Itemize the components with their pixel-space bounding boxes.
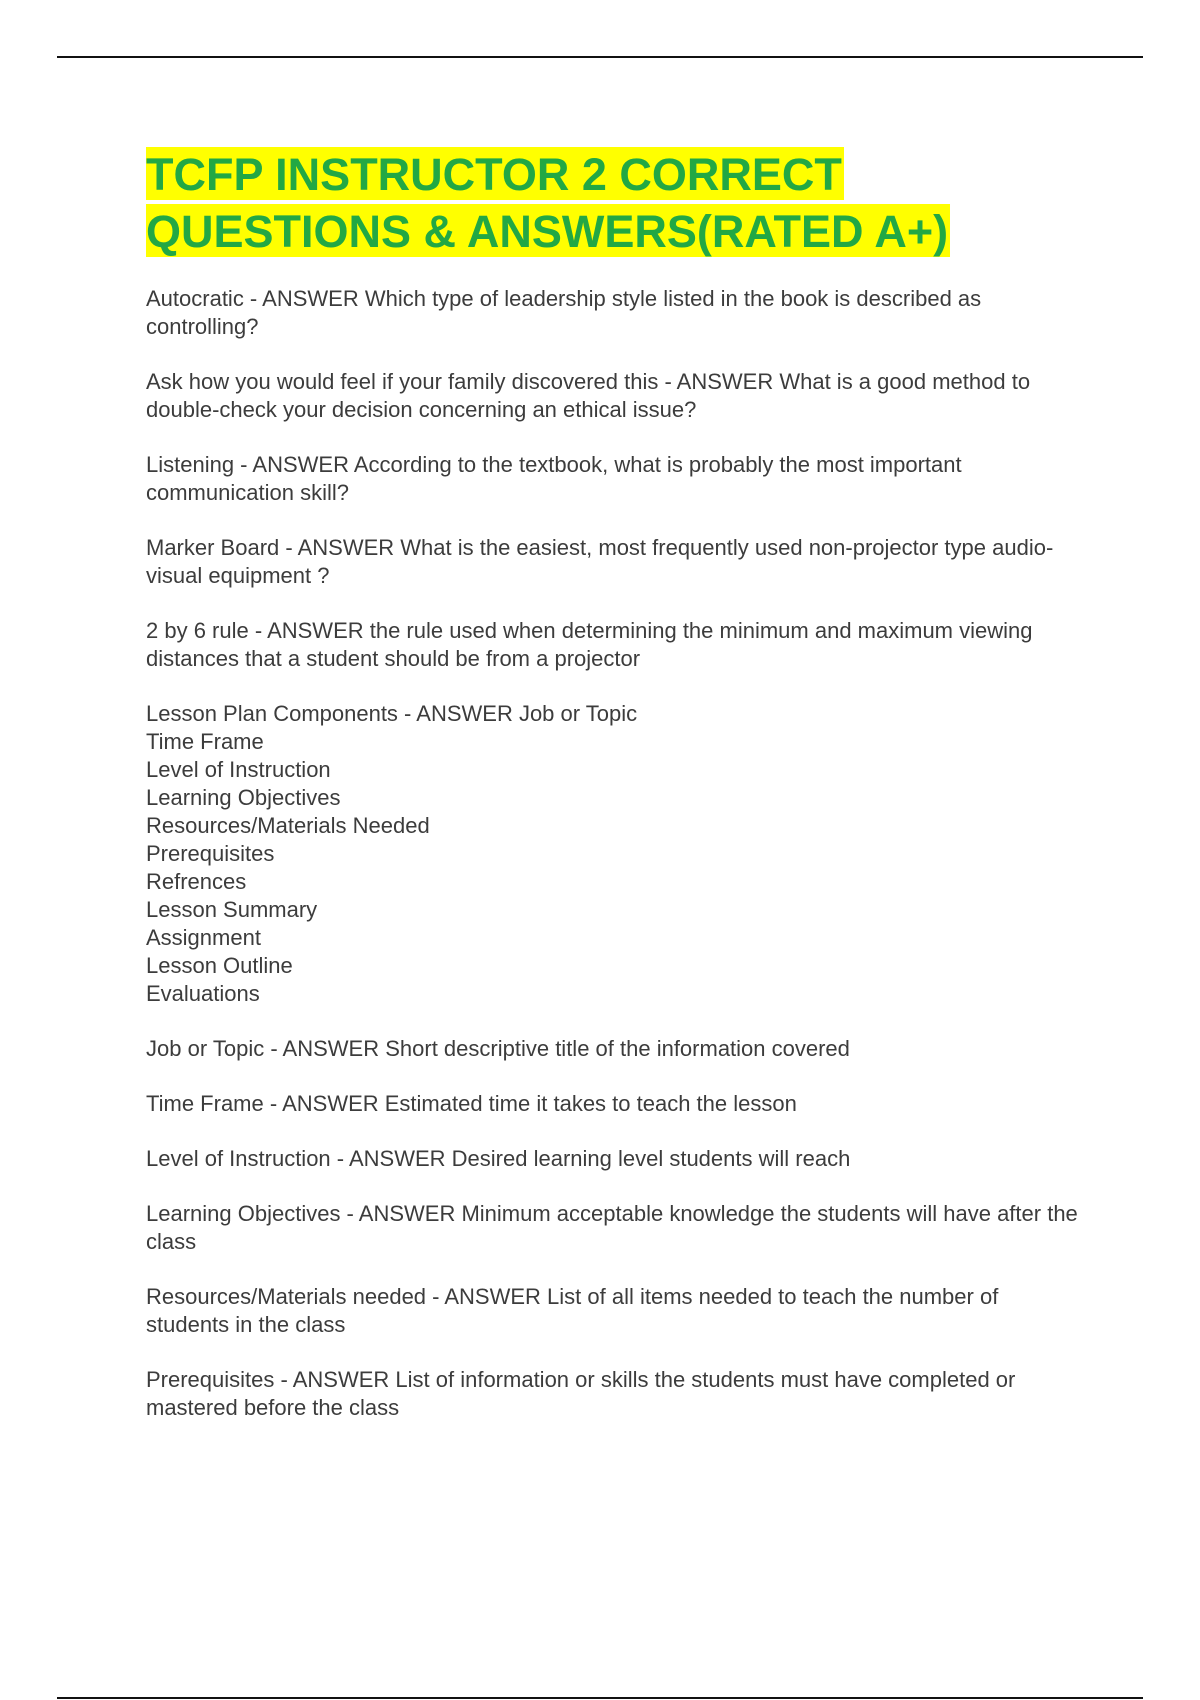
lesson-plan-item: Lesson Outline xyxy=(146,953,293,978)
lesson-plan-item: Evaluations xyxy=(146,981,260,1006)
qa-entry: Prerequisites - ANSWER List of information or skills the students must have completed or mastered before the class xyxy=(146,1367,1016,1420)
qa-entry: Ask how you would feel if your family discovered this - ANSWER What is a good method to double-check your decision concerning an ethical issue? xyxy=(146,369,1031,422)
lesson-plan-heading: Lesson Plan Components - ANSWER Job or Topic xyxy=(146,701,638,726)
lesson-plan-entry xyxy=(146,700,1086,1008)
qa-entry: Autocratic - ANSWER Which type of leadership style listed in the book is described as controlling? xyxy=(146,286,982,339)
lesson-plan-item: Level of Instruction xyxy=(146,757,331,782)
lesson-plan-item: Time Frame xyxy=(146,729,264,754)
qa-entry: Listening - ANSWER According to the textbook, what is probably the most important communication skill? xyxy=(146,452,962,505)
qa-entry: Marker Board - ANSWER What is the easiest, most frequently used non-projector type audio-visual equipment ? xyxy=(146,535,1054,588)
qa-entry: Resources/Materials needed - ANSWER List of all items needed to teach the number of students in the class xyxy=(146,1284,999,1337)
qa-entry: 2 by 6 rule - ANSWER the rule used when determining the minimum and maximum viewing distances that a student should be from a projector xyxy=(146,618,1033,671)
lesson-plan-item: Lesson Summary xyxy=(146,897,318,922)
qa-entry: Job or Topic - ANSWER Short descriptive title of the information covered xyxy=(146,1036,850,1061)
title-line-1: TCFP INSTRUCTOR 2 CORRECT xyxy=(146,149,842,200)
lesson-plan-item: Resources/Materials Needed xyxy=(146,813,430,838)
title-line-2: QUESTIONS & ANSWERS(RATED A+) xyxy=(146,206,949,257)
lesson-plan-item: Prerequisites xyxy=(146,841,275,866)
lesson-plan-item: Learning Objectives xyxy=(146,785,341,810)
qa-entry: Time Frame - ANSWER Estimated time it takes to teach the lesson xyxy=(146,1091,797,1116)
page-title xyxy=(146,146,1086,260)
top-rule xyxy=(57,56,1143,58)
qa-entry: Level of Instruction - ANSWER Desired learning level students will reach xyxy=(146,1146,851,1171)
document-body xyxy=(146,146,1086,1449)
qa-entry: Learning Objectives - ANSWER Minimum acceptable knowledge the students will have after the class xyxy=(146,1201,1078,1254)
lesson-plan-item: Assignment xyxy=(146,925,261,950)
lesson-plan-item: Refrences xyxy=(146,869,247,894)
bottom-rule xyxy=(57,1697,1143,1699)
